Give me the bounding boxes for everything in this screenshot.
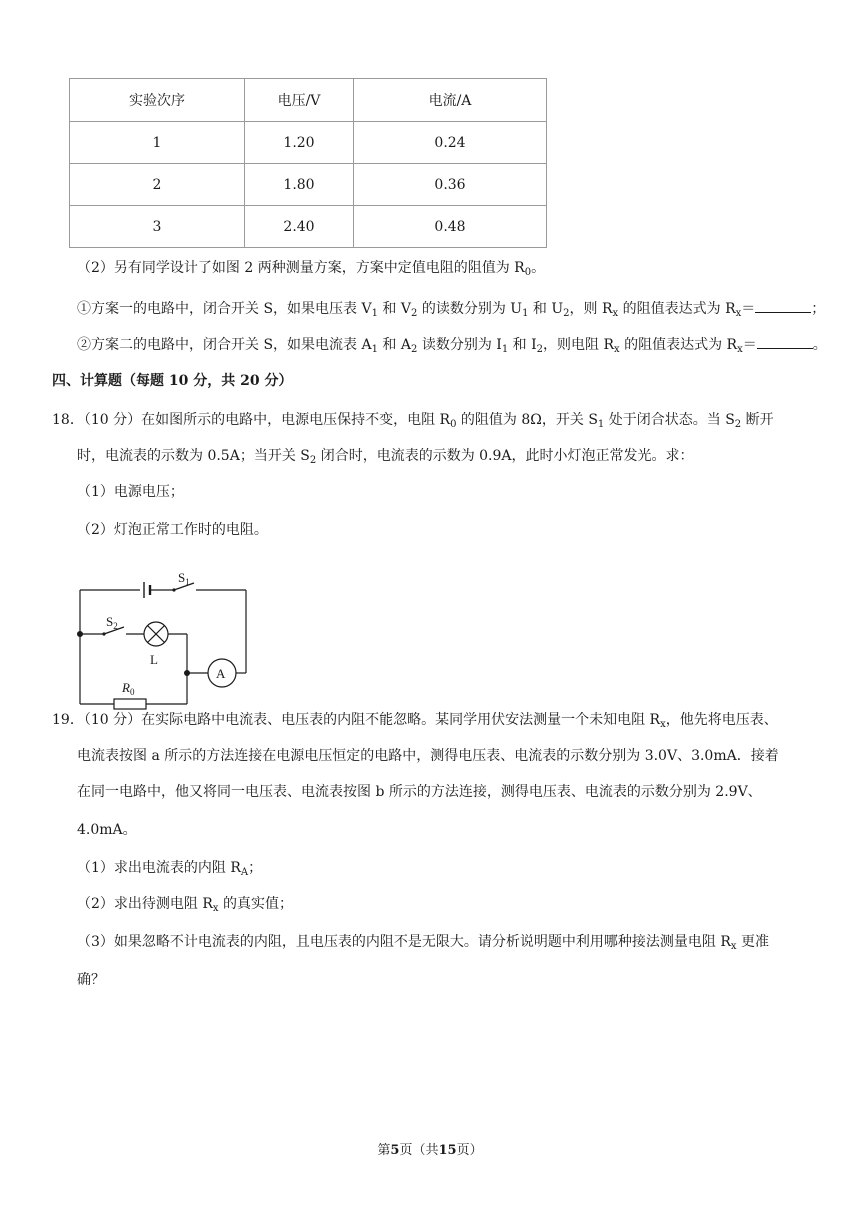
q19-line1: 19．（10 分）在实际电路中电流表、电压表的内阻不能忽略。某同学用伏安法测量一个未知电阻 $R_x$，他先将电压表、 — [52, 712, 778, 730]
table-cell: 1 — [70, 122, 245, 164]
table-cell: 1.80 — [245, 164, 354, 206]
page-footer: 第5页（共15页） — [377, 1143, 483, 1158]
table-cell: 2 — [70, 164, 245, 206]
table-cell: 1.20 — [245, 122, 354, 164]
q19-part3: （3）如果忽略不计电流表的内阻，且电压表的内阻不是无限大。请分析说明题中利用哪种接法测量电阻 $R_x$ 更准 — [77, 934, 769, 952]
q18-line2: 时，电流表的示数为 0.5A；当开关 $S_2$ 闭合时，电流表的示数为 0.9A，此时小灯泡正常发光。求： — [77, 448, 694, 466]
q19-line2: 电流表按图 a 所示的方法连接在电源电压恒定的电路中，测得电压表、电流表的示数分别为 3.0V、3.0mA．接着 — [77, 748, 779, 764]
q18-line1: 18．（10 分）在如图所示的电路中，电源电压保持不变，电阻 $R_0$ 的阻值为 8Ω，开关 $S_1$ 处于闭合状态。当 $S_2$ 断开 — [52, 412, 774, 430]
label-r0: $R_0$ — [122, 680, 135, 697]
q17-item1: ①方案一的电路中，闭合开关 S，如果电压表 $V_1$ 和 $V_2$ 的读数分别为 $U_1$ 和 $U_2$，则 $R_x$ 的阻值表达式为 $R_x=$ ； — [77, 298, 825, 324]
experiment-table — [69, 78, 547, 248]
table-cell: 0.36 — [354, 164, 547, 206]
label-s2: $S_2$ — [106, 614, 118, 631]
answer-blank[interactable] — [755, 298, 811, 313]
table-header-row — [70, 79, 547, 122]
q19-line3: 在同一电路中，他又将同一电压表、电流表按图 b 所示的方法连接，测得电压表、电流表的示数分别为 2.9V、 — [77, 784, 762, 800]
q19-line4: 4.0mA。 — [77, 822, 137, 838]
column-header: 电压/V — [245, 79, 354, 122]
table-row — [70, 122, 547, 164]
table-cell: 2.40 — [245, 206, 354, 248]
label-lamp: L — [150, 652, 158, 667]
section-heading: 四、计算题（每题 10 分，共 20 分） — [52, 373, 293, 389]
ammeter-label: A — [216, 666, 226, 681]
q18-part2: （2）灯泡正常工作时的电阻。 — [77, 522, 268, 538]
q19-part1: （1）求出电流表的内阻 $R_A$； — [77, 860, 263, 878]
q19-part3-cont: 确？ — [77, 972, 105, 988]
table-cell: 0.24 — [354, 122, 547, 164]
label-s1: $S_1$ — [178, 570, 190, 587]
q18-part1: （1）电源电压； — [77, 484, 184, 500]
table-cell: 3 — [70, 206, 245, 248]
column-header: 电流/A — [354, 79, 547, 122]
q17-part2-intro: （2）另有同学设计了如图 2 两种测量方案，方案中定值电阻的阻值为 $R_0$。 — [77, 260, 546, 278]
column-header: 实验次序 — [70, 79, 245, 122]
table-cell: 0.48 — [354, 206, 547, 248]
q19-part2: （2）求出待测电阻 $R_x$ 的真实值； — [77, 896, 293, 914]
circuit-diagram — [70, 568, 260, 710]
answer-blank[interactable] — [757, 334, 813, 349]
table-row — [70, 164, 547, 206]
table-row — [70, 206, 547, 248]
q17-item2: ②方案二的电路中，闭合开关 S，如果电流表 $A_1$ 和 $A_2$ 读数分别为 $I_1$ 和 $I_2$，则电阻 $R_x$ 的阻值表达式为 $R_x=$ 。 — [77, 334, 827, 360]
